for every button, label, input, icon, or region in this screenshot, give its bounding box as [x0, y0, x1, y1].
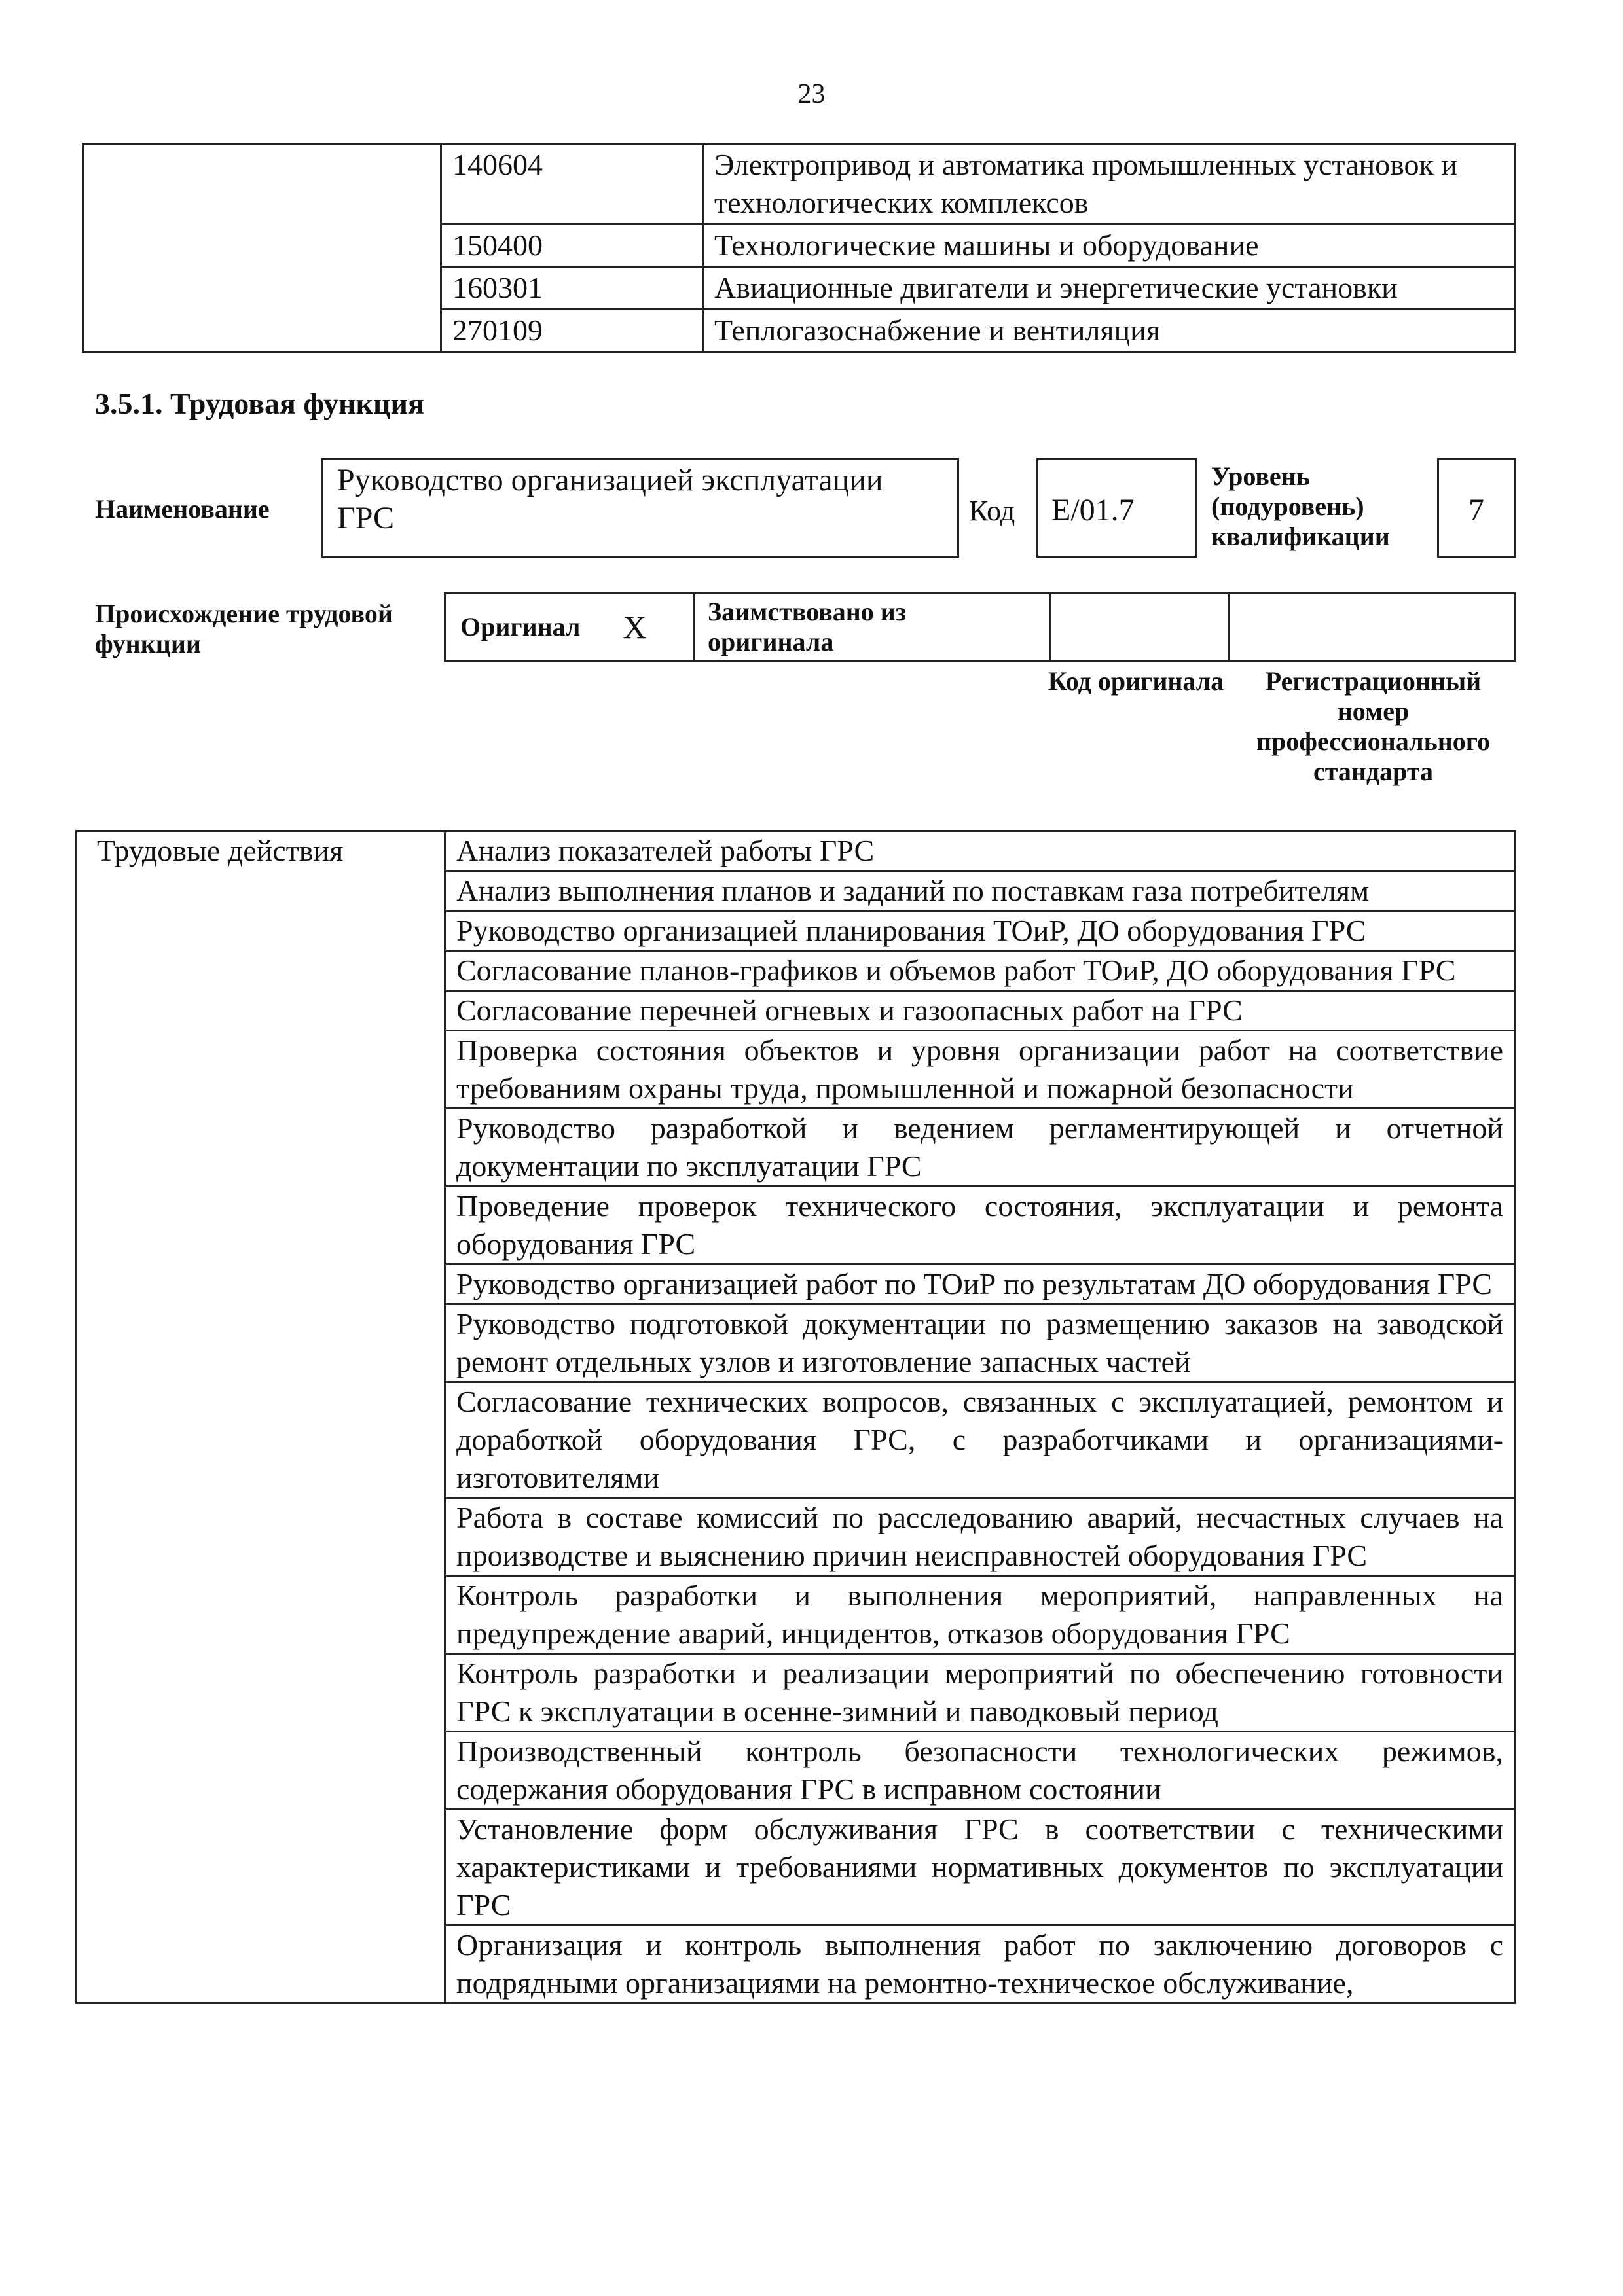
- action-item: Работа в составе комиссий по расследованию аварий, несчастных случаев на производстве и выяснению причин неисправностей оборудования ГРС: [445, 1498, 1515, 1576]
- action-item: Контроль разработки и реализации мероприятий по обеспечению готовности ГРС к эксплуатации в осенне-зимний и паводковый период: [445, 1654, 1515, 1732]
- speciality-name: Теплогазоснабжение и вентиляция: [703, 310, 1515, 352]
- empty-cell: [83, 144, 441, 352]
- action-item: Анализ выполнения планов и заданий по поставкам газа потребителям: [445, 871, 1515, 911]
- level-label: Уровень (подуровень) квалификации: [1211, 461, 1390, 551]
- speciality-code: 150400: [441, 224, 703, 267]
- borrowed-label: Заимствовано из оригинала: [695, 594, 1051, 660]
- action-item: Проведение проверок технического состояния, эксплуатации и ремонта оборудования ГРС: [445, 1187, 1515, 1265]
- table-row: [77, 831, 1515, 871]
- action-item: Согласование планов-графиков и объемов работ ТОиР, ДО оборудования ГРС: [445, 951, 1515, 991]
- function-code: E/01.7: [1036, 458, 1197, 558]
- origin-label: Происхождение трудовой функции: [95, 599, 393, 658]
- origin-table: [444, 592, 1516, 662]
- action-item: Производственный контроль безопасности технологических режимов, содержания оборудования ГРС в исправном состоянии: [445, 1732, 1515, 1810]
- speciality-name: Электропривод и автоматика промышленных установок и технологических комплексов: [703, 144, 1515, 224]
- actions-header: Трудовые действия: [77, 831, 445, 2003]
- action-item: Руководство организацией планирования ТОиР, ДО оборудования ГРС: [445, 911, 1515, 951]
- original-label: Оригинал: [460, 612, 581, 641]
- specialities-table: [82, 143, 1516, 353]
- name-label: Наименование: [95, 494, 270, 524]
- action-item: Организация и контроль выполнения работ по заключению договоров с подрядными организациями на ремонтно-техническое обслуживание,: [445, 1926, 1515, 2003]
- function-name: Руководство организацией эксплуатации ГРС: [321, 458, 959, 558]
- action-item: Анализ показателей работы ГРС: [445, 831, 1515, 871]
- speciality-code: 140604: [441, 144, 703, 224]
- action-item: Согласование перечней огневых и газоопасных работ на ГРС: [445, 991, 1515, 1031]
- table-row: [83, 144, 1515, 224]
- action-item: Руководство организацией работ по ТОиР по результатам ДО оборудования ГРС: [445, 1265, 1515, 1304]
- speciality-name: Технологические машины и оборудование: [703, 224, 1515, 267]
- actions-table: [75, 830, 1516, 2004]
- action-item: Руководство разработкой и ведением регламентирующей и отчетной документации по эксплуатации ГРС: [445, 1109, 1515, 1187]
- action-item: Проверка состояния объектов и уровня организации работ на соответствие требованиям охраны труда, промышленной и пожарной безопасности: [445, 1031, 1515, 1109]
- action-item: Контроль разработки и выполнения мероприятий, направленных на предупреждение аварий, инцидентов, отказов оборудования ГРС: [445, 1576, 1515, 1654]
- original-mark: X: [623, 609, 647, 645]
- code-label: Код: [969, 495, 1015, 527]
- registration-caption: Регистрационный номер профессионального стандарта: [1256, 666, 1490, 786]
- action-item: Установление форм обслуживания ГРС в соответствии с техническими характеристиками и требованиями нормативных документов по эксплуатации ГРС: [445, 1810, 1515, 1926]
- speciality-code: 270109: [441, 310, 703, 352]
- action-item: Согласование технических вопросов, связанных с эксплуатацией, ремонтом и доработкой оборудования ГРС, с разработчиками и организациями-изготовителями: [445, 1382, 1515, 1498]
- section-heading: 3.5.1. Трудовая функция: [95, 387, 424, 420]
- speciality-name: Авиационные двигатели и энергетические установки: [703, 267, 1515, 310]
- action-item: Руководство подготовкой документации по размещению заказов на заводской ремонт отдельных узлов и изготовление запасных частей: [445, 1304, 1515, 1382]
- speciality-code: 160301: [441, 267, 703, 310]
- code-caption: Код оригинала: [1048, 666, 1224, 696]
- qualification-level: 7: [1437, 458, 1516, 558]
- page-number: 23: [797, 79, 826, 109]
- registration-number-cell: [1230, 594, 1514, 660]
- original-code-cell: [1051, 594, 1230, 660]
- original-cell: [446, 594, 695, 660]
